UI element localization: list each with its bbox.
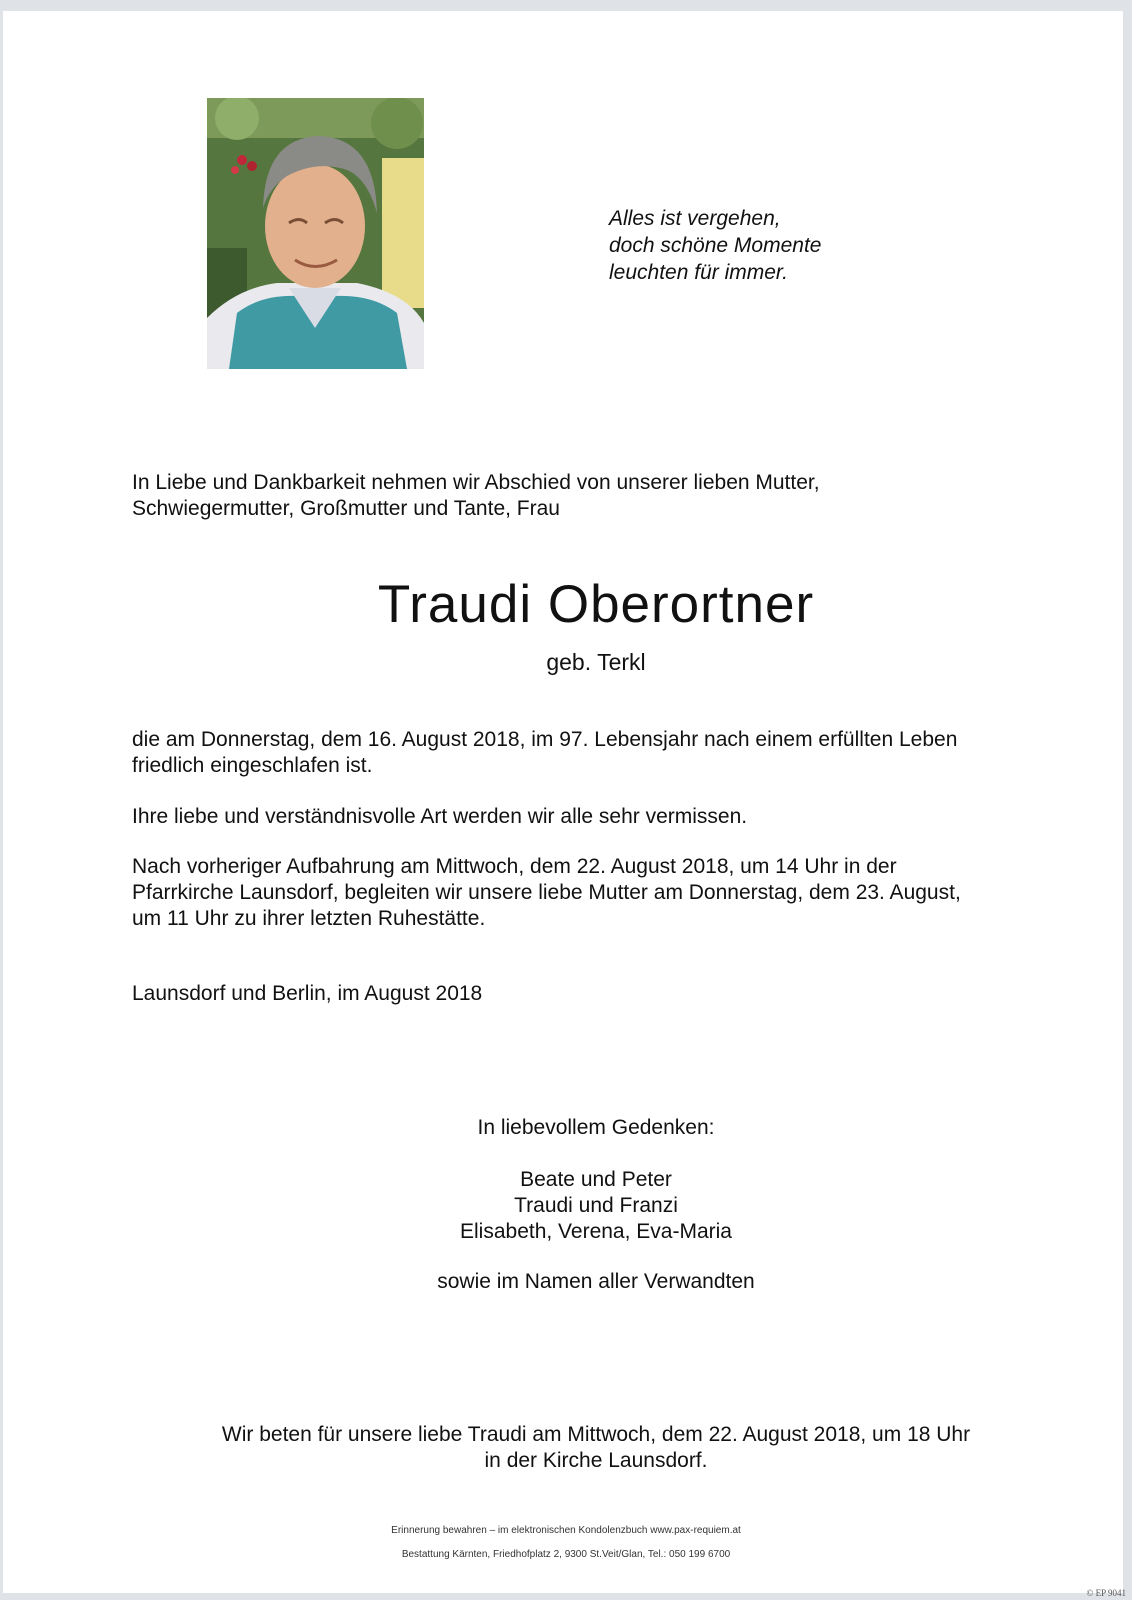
prayer-line: in der Kirche Launsdorf. xyxy=(484,1449,708,1472)
deceased-name: Traudi Oberortner xyxy=(377,575,815,634)
mourner-name: Beate und Peter xyxy=(520,1168,672,1191)
obituary-sheet xyxy=(3,11,1123,1593)
maiden-name: geb. Terkl xyxy=(546,649,646,675)
funeral-line: Nach vorheriger Aufbahrung am Mittwoch, dem 22. August 2018, um 14 Uhr in der xyxy=(132,855,897,878)
mourner-name: Elisabeth, Verena, Eva-Maria xyxy=(460,1220,732,1243)
death-notice xyxy=(132,727,957,779)
funeral-line: Pfarrkirche Launsdorf, begleiten wir unsere liebe Mutter am Donnerstag, dem 23. August, xyxy=(132,881,961,904)
motto-line: Alles ist vergehen, xyxy=(609,207,781,230)
portrait-photo xyxy=(207,98,424,369)
funeral-details xyxy=(132,854,961,932)
mourners-closing: sowie im Namen aller Verwandten xyxy=(437,1270,755,1293)
intro-text xyxy=(132,470,820,522)
funeral-line: um 11 Uhr zu ihrer letzten Ruhestätte. xyxy=(132,907,486,930)
intro-line: Schwiegermutter, Großmutter und Tante, Frau xyxy=(132,497,560,520)
footer-address: Bestattung Kärnten, Friedhofplatz 2, 9300 St.Veit/Glan, Tel.: 050 199 6700 xyxy=(401,1549,731,1560)
prayer-line: Wir beten für unsere liebe Traudi am Mittwoch, dem 22. August 2018, um 18 Uhr xyxy=(221,1423,971,1446)
footer-condolence: Erinnerung bewahren – im elektronischen Kondolenzbuch www.pax-requiem.at xyxy=(391,1525,741,1536)
place-date: Launsdorf und Berlin, im August 2018 xyxy=(132,982,483,1005)
intro-line: In Liebe und Dankbarkeit nehmen wir Abschied von unserer lieben Mutter, xyxy=(132,471,820,494)
death-notice-line: friedlich eingeschlafen ist. xyxy=(132,754,373,777)
motto-quote xyxy=(609,205,821,286)
mourner-name: Traudi und Franzi xyxy=(514,1194,678,1217)
motto-line: leuchten für immer. xyxy=(609,261,788,284)
remembrance-text: Ihre liebe und verständnisvolle Art werden wir alle sehr vermissen. xyxy=(132,805,748,828)
death-notice-line: die am Donnerstag, dem 16. August 2018, im 97. Lebensjahr nach einem erfüllten Leben xyxy=(132,728,958,751)
document-code: © EP 9041 xyxy=(1086,1588,1126,1598)
mourners-heading: In liebevollem Gedenken: xyxy=(477,1116,715,1139)
motto-line: doch schöne Momente xyxy=(609,234,822,257)
